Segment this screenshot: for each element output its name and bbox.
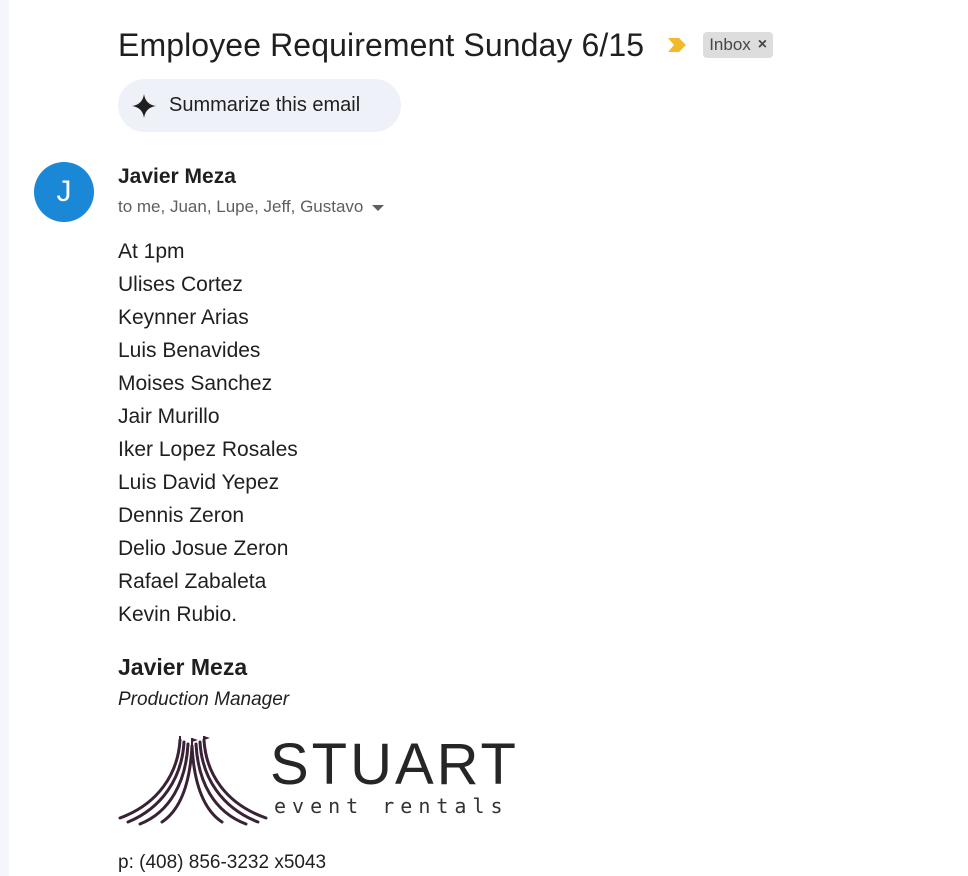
body-line: Luis David Yepez	[118, 471, 280, 494]
inbox-label: Inbox	[709, 35, 751, 54]
body-line: Luis Benavides	[118, 339, 261, 362]
logo-tagline: event rentals	[274, 794, 509, 818]
summarize-button[interactable]	[118, 79, 401, 132]
signature-phone: p: (408) 856-3232 x5043	[118, 852, 327, 873]
sparkle-icon	[131, 93, 157, 119]
left-rail	[0, 0, 9, 876]
body-line: Jair Murillo	[118, 405, 220, 428]
body-line: At 1pm	[118, 240, 185, 263]
chevron-down-icon[interactable]	[372, 205, 384, 211]
body-line: Iker Lopez Rosales	[118, 438, 298, 461]
subject-row	[118, 24, 773, 66]
company-logo	[118, 732, 519, 826]
recipients-text: to me, Juan, Lupe, Jeff, Gustavo	[118, 197, 364, 216]
body-line: Delio Josue Zeron	[118, 537, 289, 560]
inbox-label-chip	[703, 32, 773, 58]
signature-title: Production Manager	[118, 689, 290, 710]
signature-name: Javier Meza	[118, 654, 248, 680]
body-line: Kevin Rubio.	[118, 603, 238, 626]
avatar[interactable]: J	[34, 162, 94, 222]
close-icon[interactable]: ×	[757, 36, 768, 53]
summarize-label: Summarize this email	[169, 94, 361, 116]
body-line: Dennis Zeron	[118, 504, 245, 527]
body-line: Moises Sanchez	[118, 372, 273, 395]
sender-name[interactable]: Javier Meza	[118, 165, 236, 188]
importance-marker-icon[interactable]	[666, 37, 688, 53]
logo-wordmark: STUART	[270, 732, 519, 797]
recipients-toggle[interactable]	[118, 197, 384, 217]
email-body	[118, 235, 298, 631]
tent-logo-icon	[118, 734, 270, 826]
body-line: Rafael Zabaleta	[118, 570, 267, 593]
body-line: Ulises Cortez	[118, 273, 243, 296]
body-line: Keynner Arias	[118, 306, 249, 329]
email-subject: Employee Requirement Sunday 6/15	[118, 26, 645, 63]
